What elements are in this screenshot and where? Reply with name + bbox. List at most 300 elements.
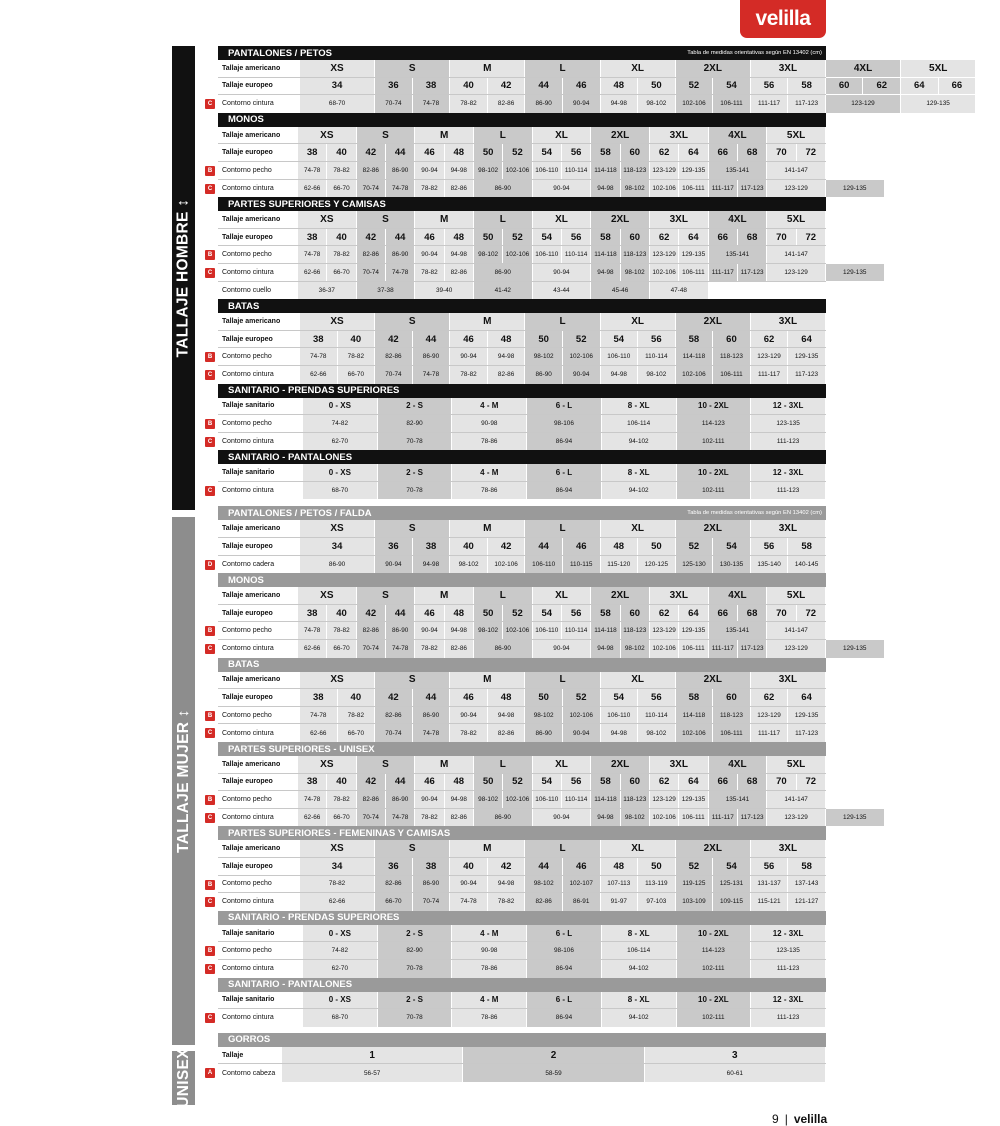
table-row xyxy=(218,313,826,331)
table-cell: 102-106 xyxy=(650,640,679,658)
table-cell: 38 xyxy=(413,858,451,875)
table-cell: 117-123 xyxy=(788,366,826,384)
table-cell: 118-123 xyxy=(713,348,751,365)
table-cell: 54 xyxy=(713,858,751,875)
table-row xyxy=(218,756,826,774)
table-note: Tabla de medidas orientativas según EN 13402 (cm) xyxy=(687,510,822,517)
table-cell: 54 xyxy=(533,144,562,161)
table-cell: 74-82 xyxy=(303,415,378,432)
table-cell: 78-82 xyxy=(488,893,526,911)
table-cell: L xyxy=(525,60,600,77)
table-cell: 44 xyxy=(413,331,451,348)
row-label: Tallaje americano xyxy=(222,845,281,853)
size-table xyxy=(207,299,826,383)
table-cell: 70-74 xyxy=(375,95,413,113)
table-cell: 66-70 xyxy=(327,809,356,827)
table-cell: M xyxy=(450,60,525,77)
table-cell: 58 xyxy=(591,605,620,622)
table-cell: 118-123 xyxy=(621,622,650,639)
row-label: Tallaje europeo xyxy=(222,778,273,786)
measure-badge: C xyxy=(205,964,215,974)
table-cell: 66-70 xyxy=(327,180,356,198)
table-cell: 90-94 xyxy=(415,622,444,639)
size-table xyxy=(207,826,826,910)
table-row xyxy=(207,942,826,960)
table-cell: 86-90 xyxy=(386,162,415,179)
table-cell: 74-78 xyxy=(300,707,338,724)
table-cell: 60-61 xyxy=(645,1064,826,1082)
table-cell: 6 - L xyxy=(527,992,602,1009)
size-table xyxy=(207,573,867,657)
table-cell: S xyxy=(375,313,450,330)
table-cell: 74-78 xyxy=(386,180,415,198)
table-cell: 40 xyxy=(338,331,376,348)
table-cell: 94-98 xyxy=(601,724,639,742)
table-cell: 111-117 xyxy=(751,95,789,113)
table-cell: 48 xyxy=(601,78,639,95)
table-cell: 58 xyxy=(591,229,620,246)
table-cell: 123-129 xyxy=(650,246,679,263)
table-cell: 58 xyxy=(676,689,714,706)
table-cell: 94-98 xyxy=(591,264,620,281)
measure-badge: B xyxy=(205,250,215,260)
table-cell: 46 xyxy=(450,689,488,706)
table-cell: L xyxy=(474,587,533,604)
page-number: 9 xyxy=(772,1112,779,1126)
table-row xyxy=(218,538,826,556)
table-cell: 72 xyxy=(797,229,826,246)
size-table xyxy=(207,911,826,978)
table-row xyxy=(218,331,826,349)
measure-badge: B xyxy=(205,166,215,176)
table-cell: 3XL xyxy=(751,520,826,537)
table-row xyxy=(218,992,826,1010)
table-cell: 106-111 xyxy=(679,264,708,281)
table-cell: 42 xyxy=(488,78,526,95)
table-cell: 106-110 xyxy=(533,246,562,263)
table-cell: M xyxy=(450,313,525,330)
table-cell: 91-97 xyxy=(601,893,639,911)
table-cell: 110-114 xyxy=(638,348,676,365)
table-header xyxy=(218,384,826,398)
table-cell: 118-123 xyxy=(621,162,650,179)
table-cell: 123-129 xyxy=(767,640,826,658)
table-cell: 40 xyxy=(450,538,488,555)
table-cell: 94-98 xyxy=(601,95,639,113)
table-cell: 94-98 xyxy=(488,876,526,893)
table-cell: 102-106 xyxy=(676,95,714,113)
table-cell: 66-70 xyxy=(338,366,376,384)
table-cell: 42 xyxy=(488,538,526,555)
table-cell: S xyxy=(357,211,416,228)
table-cell: 90-94 xyxy=(450,707,488,724)
table-row xyxy=(218,78,963,96)
table-cell: 38 xyxy=(413,78,451,95)
table-row xyxy=(218,464,826,482)
table-title: PARTES SUPERIORES - UNISEX xyxy=(228,743,375,755)
table-cell: XL xyxy=(601,520,676,537)
table-cell: 90-98 xyxy=(452,942,527,959)
table-row xyxy=(218,925,826,943)
table-cell: 66 xyxy=(709,605,738,622)
table-cell: 106-110 xyxy=(601,707,639,724)
table-cell: 62 xyxy=(650,774,679,791)
table-cell: 2XL xyxy=(591,127,650,144)
table-cell: 70-74 xyxy=(413,893,451,911)
table-cell: 2 xyxy=(463,1047,644,1064)
table-cell: 3XL xyxy=(650,127,709,144)
table-cell: 42 xyxy=(357,774,386,791)
table-cell: 86-90 xyxy=(525,366,563,384)
table-cell: XL xyxy=(533,756,592,773)
table-row xyxy=(207,622,826,640)
table-cell: 4 - M xyxy=(452,925,527,942)
table-cell: 62 xyxy=(751,331,789,348)
table-cell: 123-129 xyxy=(650,791,679,808)
table-cell: 129-135 xyxy=(679,162,708,179)
row-label: Contorno cintura xyxy=(222,729,274,737)
table-row xyxy=(207,264,867,282)
table-cell: 3XL xyxy=(650,211,709,228)
table-cell: 82-86 xyxy=(375,876,413,893)
table-cell: 82-90 xyxy=(378,942,453,959)
table-cell: 129-135 xyxy=(788,707,826,724)
table-cell: 74-82 xyxy=(303,942,378,959)
table-cell: 44 xyxy=(525,78,563,95)
table-row xyxy=(218,144,826,162)
table-cell: 123-135 xyxy=(751,942,826,959)
table-cell: 70-74 xyxy=(357,809,386,827)
table-cell: 102-111 xyxy=(677,482,752,500)
table-cell: 82-86 xyxy=(375,348,413,365)
size-table xyxy=(207,506,826,573)
table-header xyxy=(218,299,826,313)
table-cell: 117-123 xyxy=(738,640,767,658)
table-cell: 56 xyxy=(562,774,591,791)
table-cell: 86-90 xyxy=(525,724,563,742)
row-label: Tallaje americano xyxy=(222,525,281,533)
page-footer xyxy=(772,1112,827,1126)
table-cell: 5XL xyxy=(901,60,976,77)
table-cell: 38 xyxy=(298,774,327,791)
row-label: Contorno cuello xyxy=(222,286,272,294)
table-cell: 4XL xyxy=(709,127,768,144)
table-cell: XS xyxy=(300,313,375,330)
table-cell: 40 xyxy=(450,78,488,95)
table-cell: 48 xyxy=(601,858,639,875)
table-cell: 62-66 xyxy=(298,180,327,198)
table-cell: 56 xyxy=(562,144,591,161)
table-cell: 78-82 xyxy=(450,366,488,384)
table-cell: 74-78 xyxy=(386,809,415,827)
table-cell: 98-106 xyxy=(527,942,602,959)
row-label: Tallaje europeo xyxy=(222,609,273,617)
table-cell: 62-66 xyxy=(298,264,327,281)
row-label: Tallaje americano xyxy=(222,215,281,223)
table-cell: 120-125 xyxy=(638,556,676,574)
table-cell: 135-141 xyxy=(709,622,768,639)
section-sidebar-label: TALLAJE MUJER ↕ xyxy=(174,709,192,853)
table-cell: 98-102 xyxy=(525,707,563,724)
table-cell: 114-118 xyxy=(591,622,620,639)
table-cell: 43-44 xyxy=(533,282,592,300)
table-cell: XS xyxy=(300,520,375,537)
table-cell: 94-102 xyxy=(602,482,677,500)
table-row xyxy=(207,246,826,264)
table-cell: 4 - M xyxy=(452,398,527,415)
table-cell: 56 xyxy=(751,858,789,875)
table-cell: 44 xyxy=(386,774,415,791)
table-cell: 64 xyxy=(679,774,708,791)
table-row xyxy=(218,858,826,876)
table-cell: 52 xyxy=(676,538,714,555)
table-cell: 8 - XL xyxy=(602,925,677,942)
table-header xyxy=(218,46,826,60)
table-cell: 98-102 xyxy=(525,876,563,893)
table-cell: 90-94 xyxy=(375,556,413,574)
table-row xyxy=(218,282,826,300)
table-cell: 123-129 xyxy=(767,180,826,198)
table-cell: S xyxy=(375,520,450,537)
table-cell: 6 - L xyxy=(527,464,602,481)
table-cell: 90-94 xyxy=(415,791,444,808)
table-cell: 46 xyxy=(563,538,601,555)
row-label: Contorno cintura xyxy=(222,814,274,822)
table-cell: 42 xyxy=(375,689,413,706)
table-row xyxy=(218,672,826,690)
table-cell: 52 xyxy=(676,858,714,875)
table-cell: 64 xyxy=(901,78,939,95)
table-cell: 68 xyxy=(738,229,767,246)
table-cell: 68 xyxy=(738,774,767,791)
table-cell: 52 xyxy=(563,689,601,706)
table-cell: 78-82 xyxy=(300,876,375,893)
table-cell: 90-94 xyxy=(415,246,444,263)
table-header xyxy=(218,658,826,672)
table-cell: 103-109 xyxy=(676,893,714,911)
table-cell: 106-111 xyxy=(679,640,708,658)
table-cell: 40 xyxy=(327,774,356,791)
table-cell: 50 xyxy=(638,538,676,555)
table-row xyxy=(207,876,826,894)
table-cell: 62 xyxy=(751,689,789,706)
table-cell: 82-86 xyxy=(488,366,526,384)
footer-divider: | xyxy=(784,1112,788,1126)
measure-badge: C xyxy=(205,268,215,278)
table-cell: 64 xyxy=(679,229,708,246)
table-cell: 82-86 xyxy=(445,264,474,281)
table-cell: 102-111 xyxy=(677,1009,752,1027)
table-cell: 50 xyxy=(638,78,676,95)
table-cell: 42 xyxy=(488,858,526,875)
row-label: Contorno cintura xyxy=(222,437,274,445)
section-sidebar xyxy=(172,46,195,510)
section-sidebar xyxy=(172,1048,195,1108)
table-cell: 58 xyxy=(788,78,826,95)
table-header xyxy=(218,911,826,925)
table-cell: 74-78 xyxy=(298,791,327,808)
table-title: SANITARIO - PANTALONES xyxy=(228,451,353,463)
row-label: Tallaje europeo xyxy=(222,862,273,870)
table-title: SANITARIO - PRENDAS SUPERIORES xyxy=(228,912,400,924)
table-cell: 0 - XS xyxy=(303,464,378,481)
table-cell: 48 xyxy=(488,689,526,706)
row-label: Tallaje europeo xyxy=(222,542,273,550)
table-cell: 4XL xyxy=(709,587,768,604)
table-cell: 68 xyxy=(738,144,767,161)
row-label: Tallaje xyxy=(222,1051,244,1059)
table-row xyxy=(218,689,826,707)
table-title: PANTALONES / PETOS xyxy=(228,47,332,59)
table-cell: 40 xyxy=(450,858,488,875)
table-cell: 102-106 xyxy=(503,622,532,639)
table-cell: 98-102 xyxy=(638,95,676,113)
table-cell: 78-86 xyxy=(452,433,527,451)
row-label: Contorno cintura xyxy=(222,100,274,108)
table-cell: 86-90 xyxy=(474,264,533,281)
table-cell: 36 xyxy=(375,78,413,95)
table-cell: 74-78 xyxy=(413,366,451,384)
table-cell: 113-119 xyxy=(638,876,676,893)
table-cell: 82-86 xyxy=(357,246,386,263)
table-cell: 78-82 xyxy=(327,162,356,179)
table-cell: 38 xyxy=(413,538,451,555)
table-cell: 82-86 xyxy=(525,893,563,911)
table-cell: 50 xyxy=(474,605,503,622)
table-cell: 131-137 xyxy=(751,876,789,893)
size-table xyxy=(207,450,826,499)
table-header xyxy=(218,197,826,211)
table-cell: 98-102 xyxy=(474,622,503,639)
row-label: Tallaje europeo xyxy=(222,694,273,702)
table-cell: 114-118 xyxy=(591,162,620,179)
table-cell: 54 xyxy=(533,229,562,246)
table-cell: 70-74 xyxy=(375,724,413,742)
table-cell: 3XL xyxy=(751,672,826,689)
table-cell: 94-98 xyxy=(591,640,620,658)
table-row xyxy=(218,1047,826,1065)
table-cell: 94-98 xyxy=(445,622,474,639)
table-row xyxy=(207,366,826,384)
measure-badge: B xyxy=(205,419,215,429)
table-cell: 60 xyxy=(621,144,650,161)
table-cell: 78-86 xyxy=(452,1009,527,1027)
table-cell: 44 xyxy=(386,144,415,161)
table-cell: 110-114 xyxy=(638,707,676,724)
table-cell: XL xyxy=(601,313,676,330)
table-row xyxy=(207,348,826,366)
table-cell: 62 xyxy=(650,229,679,246)
table-cell: 68-70 xyxy=(300,95,375,113)
table-cell: 8 - XL xyxy=(602,398,677,415)
table-cell: 94-98 xyxy=(488,707,526,724)
table-cell: 102-106 xyxy=(563,348,601,365)
table-cell: 98-102 xyxy=(638,724,676,742)
table-cell: 44 xyxy=(525,858,563,875)
measure-badge: B xyxy=(205,626,215,636)
table-cell: 86-90 xyxy=(474,640,533,658)
section-sidebar-label: TALLAJE HOMBRE ↕ xyxy=(174,198,192,358)
table-cell: 62-70 xyxy=(303,433,378,451)
table-cell: 90-94 xyxy=(533,180,592,198)
table-cell: L xyxy=(525,672,600,689)
table-cell: 74-78 xyxy=(386,640,415,658)
table-cell: 48 xyxy=(445,774,474,791)
table-cell: 4 - M xyxy=(452,464,527,481)
table-cell: 52 xyxy=(503,605,532,622)
table-cell: 56 xyxy=(638,331,676,348)
table-cell: 70-78 xyxy=(378,960,453,978)
row-label: Contorno cintura xyxy=(222,965,274,973)
table-cell: 106-111 xyxy=(679,180,708,198)
table-cell: 70-78 xyxy=(378,482,453,500)
table-cell: 141-147 xyxy=(767,246,826,263)
table-row xyxy=(207,162,826,180)
table-cell: 54 xyxy=(713,78,751,95)
table-cell: 107-113 xyxy=(601,876,639,893)
table-cell: 42 xyxy=(357,605,386,622)
size-table xyxy=(207,1033,826,1082)
row-label: Contorno cadera xyxy=(222,560,275,568)
table-cell: 2 - S xyxy=(378,464,453,481)
table-cell: 117-123 xyxy=(788,724,826,742)
row-label: Contorno pecho xyxy=(222,627,272,635)
table-cell: 72 xyxy=(797,774,826,791)
table-cell: 46 xyxy=(415,229,444,246)
table-cell: 90-94 xyxy=(450,348,488,365)
table-cell: 48 xyxy=(445,144,474,161)
table-row xyxy=(207,95,950,113)
table-cell: 56-57 xyxy=(282,1064,463,1082)
table-cell: M xyxy=(415,127,474,144)
table-cell: 37-38 xyxy=(357,282,416,300)
measure-badge: C xyxy=(205,644,215,654)
table-cell: 111-117 xyxy=(709,809,738,827)
table-cell: 60 xyxy=(713,331,751,348)
table-cell: 2 - S xyxy=(378,398,453,415)
table-cell: 106-110 xyxy=(525,556,563,574)
table-cell: 102-106 xyxy=(650,809,679,827)
table-cell: 106-110 xyxy=(533,622,562,639)
table-cell: 66-70 xyxy=(375,893,413,911)
table-cell: 2XL xyxy=(676,60,751,77)
table-cell: 5XL xyxy=(767,587,826,604)
table-row xyxy=(218,520,826,538)
table-cell: 70-74 xyxy=(357,264,386,281)
table-cell: 94-98 xyxy=(591,809,620,827)
table-cell: 1 xyxy=(282,1047,463,1064)
table-cell: 106-114 xyxy=(602,942,677,959)
row-label: Contorno cintura xyxy=(222,371,274,379)
row-label: Tallaje americano xyxy=(222,317,281,325)
table-row xyxy=(218,127,826,145)
table-row xyxy=(218,587,826,605)
table-cell: 58-59 xyxy=(463,1064,644,1082)
table-cell: 123-129 xyxy=(650,622,679,639)
row-label: Tallaje americano xyxy=(222,131,281,139)
table-cell: 40 xyxy=(327,229,356,246)
table-cell: 102-106 xyxy=(676,724,714,742)
table-cell: 110-114 xyxy=(562,162,591,179)
table-cell: 135-141 xyxy=(709,791,768,808)
table-cell: 114-118 xyxy=(591,791,620,808)
table-row xyxy=(218,398,826,416)
row-label: Contorno cintura xyxy=(222,268,274,276)
table-cell: 12 - 3XL xyxy=(751,925,826,942)
table-cell: 52 xyxy=(503,774,532,791)
table-cell: 62-66 xyxy=(298,640,327,658)
table-cell: 125-131 xyxy=(713,876,751,893)
